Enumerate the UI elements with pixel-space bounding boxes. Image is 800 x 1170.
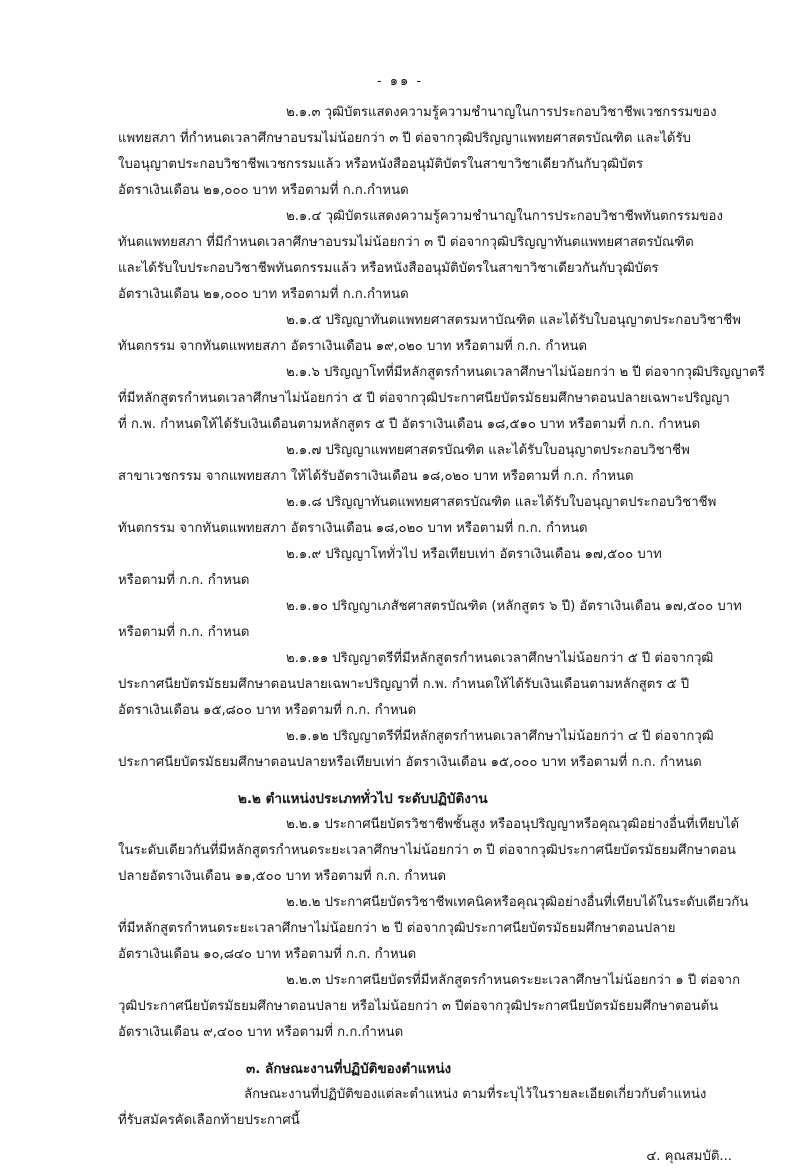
item-2-1-4: ๒.๑.๔ วุฒิบัตรแสดงความรู้ความชำนาญในการประกอบวิชาชีพทันตกรรมของ ทันตแพทยสภา ที่มีกำหนดเวลาศึกษาอบรมไม่น้อยกว่า ๓ ปี ต่อจากวุฒิปริญญาทันตแพทยศาสตรบัณฑิต และได้รับใบประกอบวิชาชีพทันตกรรมแล้ว หรือหนังสืออนุมัติบัตรในสาขาวิชาเดียวกันกับวุฒิบัตร อัตราเงินเดือน ๒๑,๐๐๐ บาท หรือตามที่ ก.ก.กำหนด	[118, 209, 723, 302]
section-2-1-items	[118, 100, 765, 776]
item-2-2-1: ๒.๒.๑ ประกาศนียบัตรวิชาชีพชั้นสูง หรืออนุปริญญาหรือคุณวุฒิอย่างอื่นที่เทียบได้ ในระดับเดียวกันที่มีหลักสูตรกำหนดระยะเวลาศึกษาไม่น้อยกว่า ๓ ปี ต่อจากวุฒิประกาศนียบัตรมัธยมศึกษาตอน ปลายอัตราเงินเดือน ๑๑,๕๐๐ บาท หรือตามที่ ก.ก. กำหนด	[118, 817, 740, 884]
item-2-1-7: ๒.๑.๗ ปริญญาแพทยศาสตรบัณฑิต และได้รับใบอนุญาตประกอบวิชาชีพ สาขาเวชกรรม จากแพทยสภา ให้ได้รับอัตราเงินเดือน ๑๘,๐๒๐ บาท หรือตามที่ ก.ก. กำหนด	[118, 443, 690, 484]
section-3-body: ลักษณะงานที่ปฏิบัติของแต่ละตำแหน่ง ตามที่ระบุไว้ในรายละเอียดเกี่ยวกับตำแหน่ง ที่รับสมัครคัดเลือกท้ายประกาศนี้	[118, 1087, 707, 1128]
item-2-2-3: ๒.๒.๓ ประกาศนียบัตรที่มีหลักสูตรกำหนดระยะเวลาศึกษาไม่น้อยกว่า ๑ ปี ต่อจาก วุฒิประกาศนียบัตรมัธยมศึกษาตอนปลาย หรือไม่น้อยกว่า ๓ ปีต่อจากวุฒิประกาศนียบัตรมัธยมศึกษาตอนต้น อัตราเงินเดือน ๙,๔๐๐ บาท หรือตามที่ ก.ก.กำหนด	[118, 973, 741, 1040]
item-2-1-8: ๒.๑.๘ ปริญญาทันตแพทยศาสตรบัณฑิต และได้รับใบอนุญาตประกอบวิชาชีพ ทันตกรรม จากทันตแพทยสภา อัตราเงินเดือน ๑๘,๐๒๐ บาท หรือตามที่ ก.ก. กำหนด	[118, 495, 717, 536]
section-3	[118, 1056, 758, 1134]
document-body	[118, 100, 765, 1170]
section-2-2-heading: ๒.๒ ตำแหน่งประเภททั่วไป ระดับปฏิบัติงาน	[238, 791, 488, 807]
item-2-1-12: ๒.๑.๑๒ ปริญญาตรีที่มีหลักสูตรกำหนดเวลาศึกษาไม่น้อยกว่า ๔ ปี ต่อจากวุฒิ ประกาศนียบัตรมัธยมศึกษาตอนปลายหรือเทียบเท่า อัตราเงินเดือน ๑๕,๐๐๐ บาท หรือตามที่ ก.ก. กำหนด	[118, 729, 714, 770]
item-2-2-2: ๒.๒.๒ ประกาศนียบัตรวิชาชีพเทคนิคหรือคุณวุฒิอย่างอื่นที่เทียบได้ในระดับเดียวกัน ที่มีหลักสูตรกำหนดระยะเวลาศึกษาไม่น้อยกว่า ๒ ปี ต่อจากวุฒิประกาศนียบัตรมัธยมศึกษาตอนปลาย อัตราเงินเดือน ๑๐,๘๔๐ บาท หรือตามที่ ก.ก. กำหนด	[118, 895, 749, 962]
page-number: - ๑๑ -	[376, 74, 424, 89]
item-2-1-9: ๒.๑.๙ ปริญญาโททั่วไป หรือเทียบเท่า อัตราเงินเดือน ๑๗,๕๐๐ บาท หรือตามที่ ก.ก. กำหนด	[118, 547, 662, 588]
continued-marker: ๔. คุณสมบัติ...	[646, 1149, 732, 1164]
item-2-1-5: ๒.๑.๕ ปริญญาทันตแพทยศาสตรมหาบัณฑิต และได้รับใบอนุญาตประกอบวิชาชีพ ทันตกรรม จากทันตแพทยสภา อัตราเงินเดือน ๑๙,๐๒๐ บาท หรือตามที่ ก.ก. กำหนด	[118, 313, 741, 354]
item-2-1-3: ๒.๑.๓ วุฒิบัตรแสดงความรู้ความชำนาญในการประกอบวิชาชีพเวชกรรมของ แพทยสภา ที่กำหนดเวลาศึกษาอบรมไม่น้อยกว่า ๓ ปี ต่อจากวุฒิปริญญาแพทยศาสตรบัณฑิต และได้รับ ใบอนุญาตประกอบวิชาชีพเวชกรรมแล้ว หรือหนังสืออนุมัติบัตรในสาขาวิชาเดียวกันกับวุฒิบัตร อัตราเงินเดือน ๒๑,๐๐๐ บาท หรือตามที่ ก.ก.กำหนด	[118, 105, 717, 198]
section-3-heading: ๓. ลักษณะงานที่ปฏิบัติของตำแหน่ง	[246, 1061, 452, 1077]
item-2-1-10: ๒.๑.๑๐ ปริญญาเภสัชศาสตรบัณฑิต (หลักสูตร ๖ ปี) อัตราเงินเดือน ๑๗,๕๐๐ บาท หรือตามที่ ก.ก. กำหนด	[118, 599, 742, 640]
section-2-2	[118, 786, 758, 1046]
item-2-1-11: ๒.๑.๑๑ ปริญญาตรีที่มีหลักสูตรกำหนดเวลาศึกษาไม่น้อยกว่า ๕ ปี ต่อจากวุฒิ ประกาศนียบัตรมัธยมศึกษาตอนปลายเฉพาะปริญญาที่ ก.พ. กำหนดให้ได้รับเงินเดือนตามหลักสูตร ๕ ปี อัตราเงินเดือน ๑๕,๘๐๐ บาท หรือตามที่ ก.ก. กำหนด	[118, 651, 714, 718]
item-2-1-6: ๒.๑.๖ ปริญญาโทที่มีหลักสูตรกำหนดเวลาศึกษาไม่น้อยกว่า ๒ ปี ต่อจากวุฒิปริญญาตรี ที่มีหลักสูตรกำหนดเวลาศึกษาไม่น้อยกว่า ๕ ปี ต่อจากวุฒิประกาศนียบัตรมัธยมศึกษาตอนปลายเฉพาะปริญญา ที่ ก.พ. กำหนดให้ได้รับเงินเดือนตามหลักสูตร ๕ ปี อัตราเงินเดือน ๑๘,๕๑๐ บาท หรือตามที่ ก.ก. กำหนด	[118, 365, 765, 432]
